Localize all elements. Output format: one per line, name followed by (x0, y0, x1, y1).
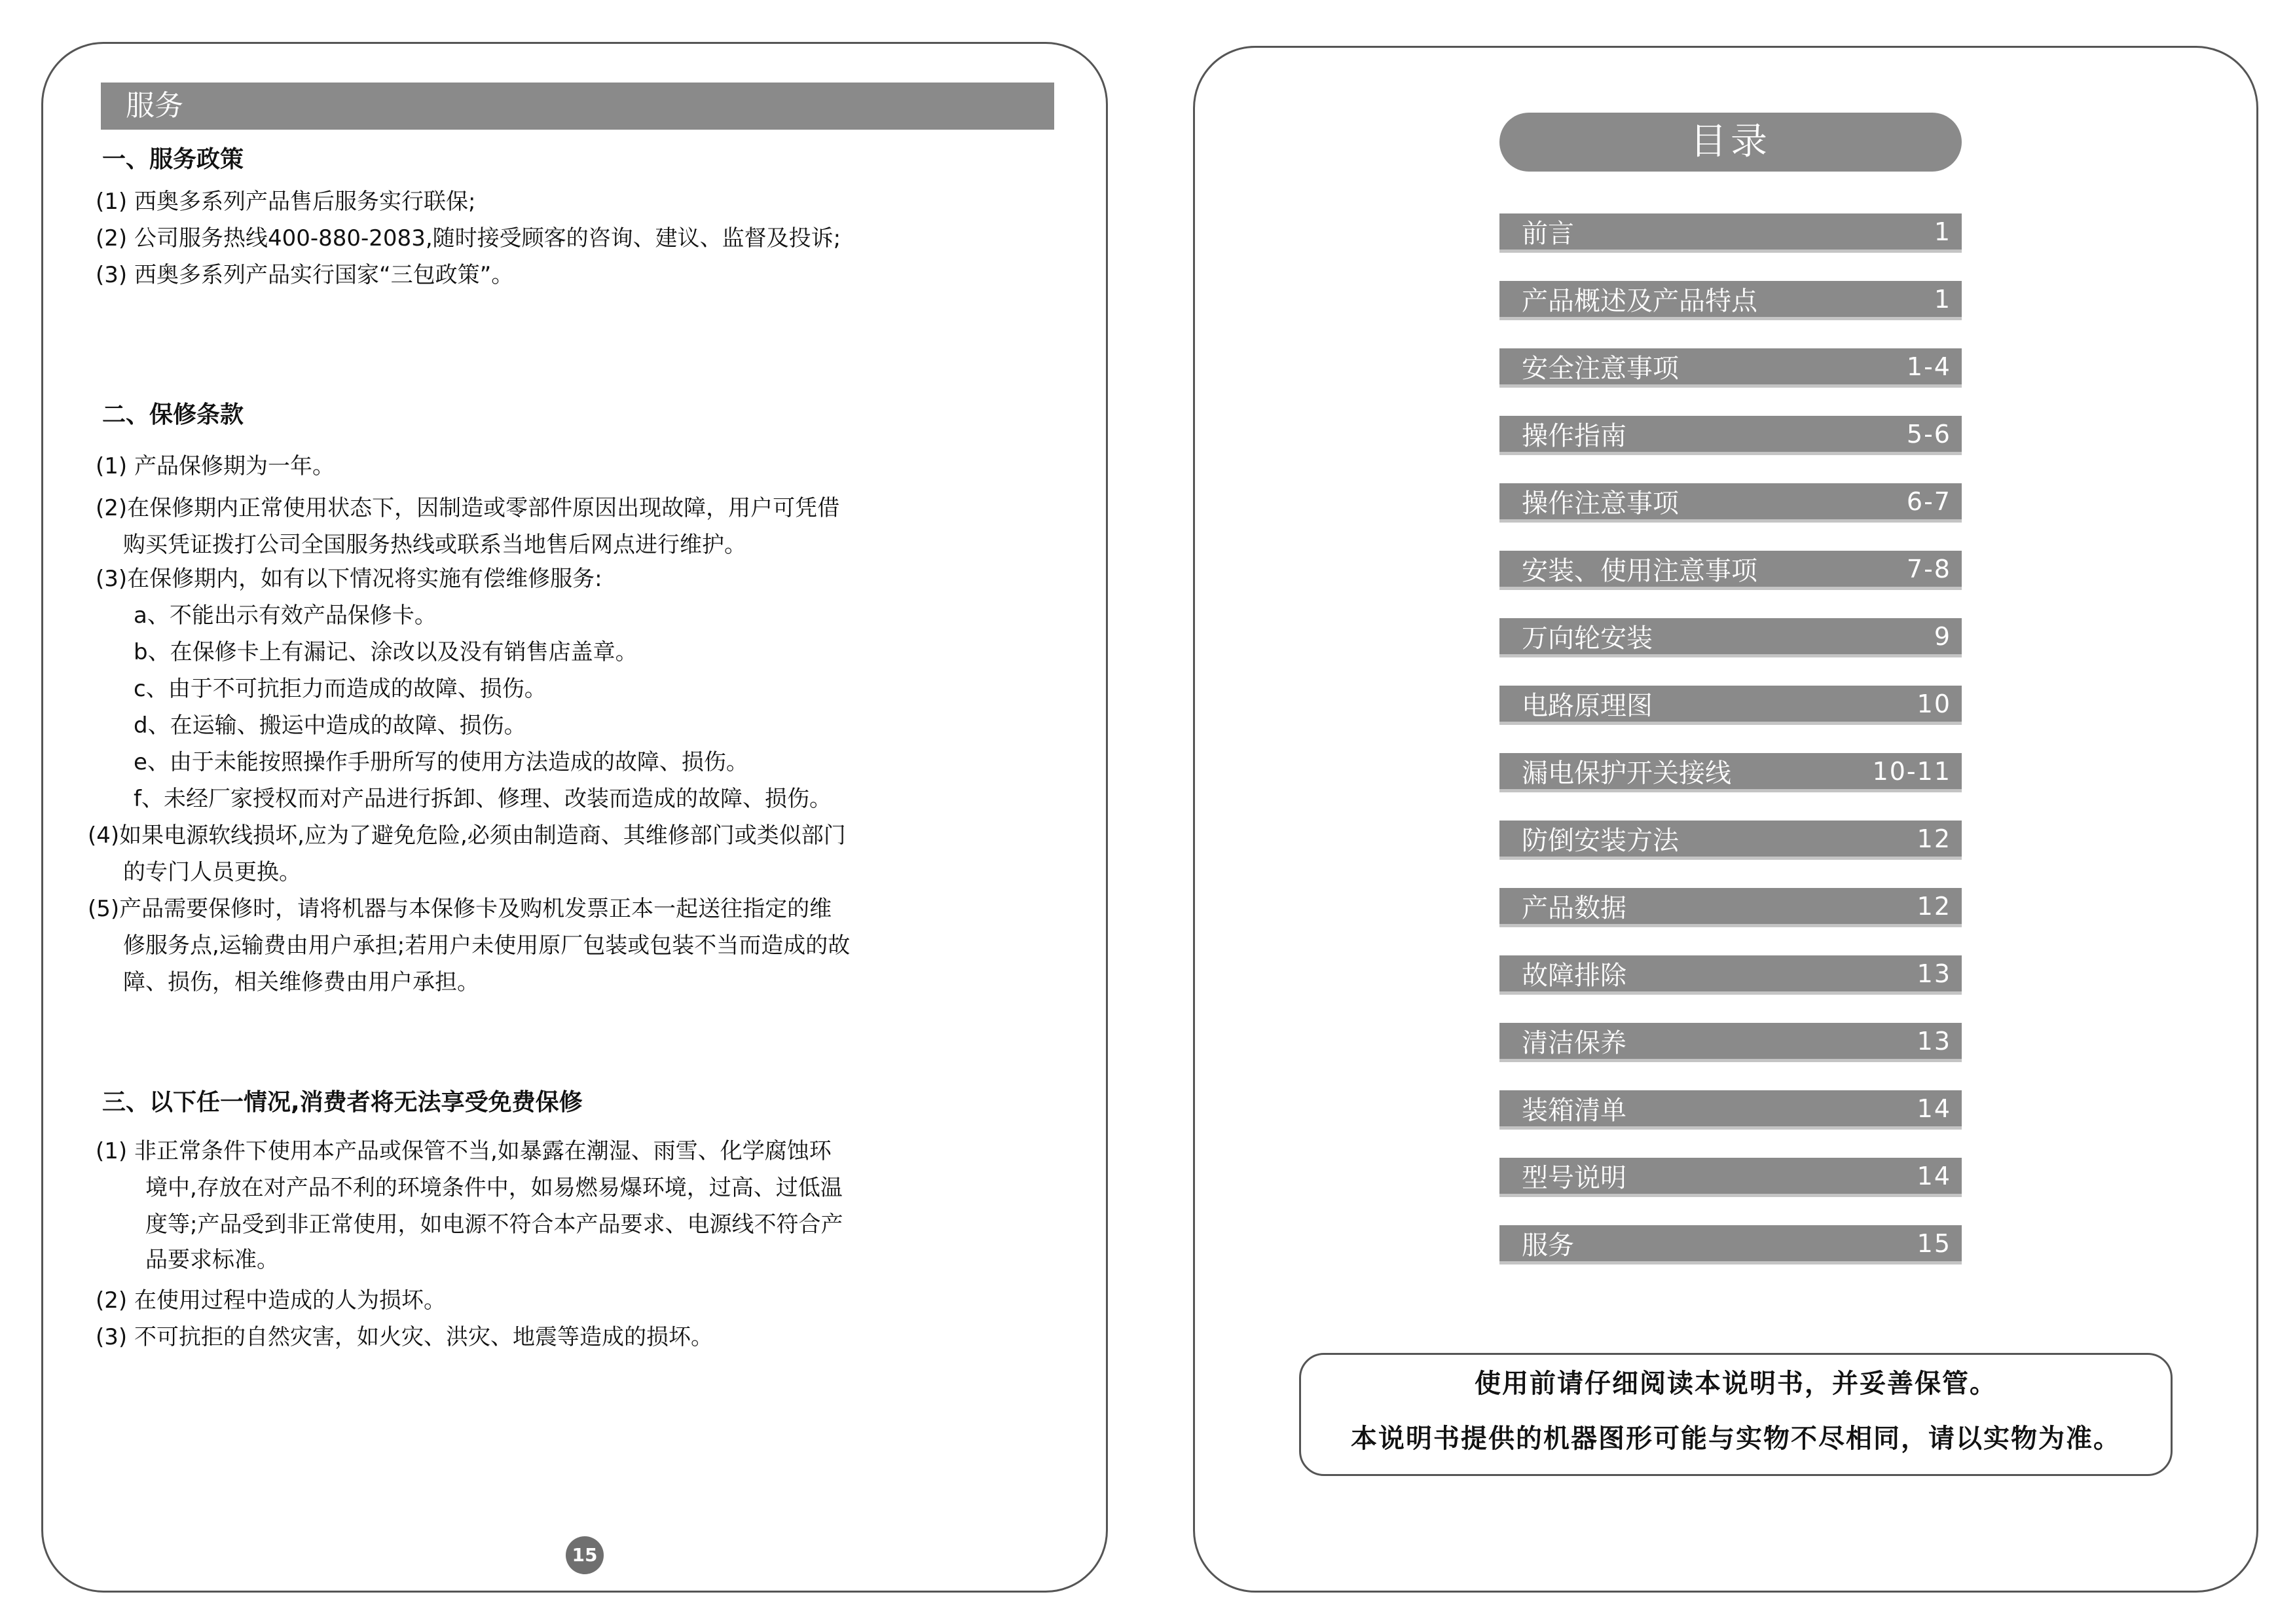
toc-item-label: 装箱清单 (1522, 1096, 1626, 1126)
exclusion-line: 度等;产品受到非正常使用，如电源不符合本产品要求、电源线不符合产 (145, 1211, 843, 1238)
toc-item[interactable] (1499, 1225, 1962, 1264)
exclusion-line: 境中,存放在对产品不利的环境条件中，如易燃易爆环境，过高、过低温 (145, 1175, 843, 1201)
warranty-line: (5)产品需要保修时，请将机器与本保修卡及购机发票正本一起送往指定的维 (88, 896, 832, 922)
toc-item-page: 5-6 (1906, 419, 1951, 449)
toc-item[interactable] (1499, 753, 1962, 792)
toc-item-page: 9 (1934, 621, 1951, 651)
toc-item[interactable] (1499, 618, 1962, 657)
warranty-line: e、由于未能按照操作手册所写的使用方法造成的故障、损伤。 (134, 749, 748, 775)
toc-item-label: 万向轮安装 (1522, 623, 1653, 654)
toc-item-page: 10 (1917, 689, 1951, 718)
toc-item[interactable] (1499, 955, 1962, 995)
warranty-line: d、在运输、搬运中造成的故障、损伤。 (134, 712, 526, 739)
section-heading-warranty-terms: 二、保修条款 (102, 401, 244, 428)
warranty-line: c、由于不可抗拒力而造成的故障、损伤。 (134, 676, 547, 702)
toc-item-label: 安装、使用注意事项 (1522, 556, 1757, 586)
toc-item-label: 前言 (1522, 219, 1574, 249)
toc-item-label: 故障排除 (1522, 961, 1626, 991)
toc-item-page: 1 (1934, 284, 1951, 314)
toc-item-label: 电路原理图 (1522, 691, 1653, 721)
toc-item-label: 漏电保护开关接线 (1522, 758, 1731, 788)
exclusion-line: (1) 非正常条件下使用本产品或保管不当,如暴露在潮湿、雨雪、化学腐蚀环 (96, 1138, 832, 1164)
toc-item-label: 操作注意事项 (1522, 489, 1679, 519)
toc-item-page: 13 (1917, 1026, 1951, 1056)
service-banner: 服务 (101, 83, 1054, 130)
toc-item-label: 产品数据 (1522, 893, 1626, 923)
toc-item[interactable] (1499, 551, 1962, 590)
toc-item-page: 6-7 (1906, 487, 1951, 516)
toc-item[interactable] (1499, 686, 1962, 725)
warranty-line: 购买凭证拨打公司全国服务热线或联系当地售后网点进行维护。 (123, 532, 746, 558)
toc-item-label: 操作指南 (1522, 421, 1626, 451)
toc-item-label: 清洁保养 (1522, 1028, 1626, 1058)
toc-title: 目录 (1499, 113, 1962, 172)
warranty-line: 障、损伤，相关维修费由用户承担。 (123, 969, 479, 995)
toc-item[interactable] (1499, 888, 1962, 927)
warranty-line: (1) 产品保修期为一年。 (96, 453, 335, 479)
toc-item-page: 7-8 (1906, 554, 1951, 583)
warranty-line: 修服务点,运输费由用户承担;若用户未使用原厂包装或包装不当而造成的故 (123, 932, 851, 959)
toc-item-label: 产品概述及产品特点 (1522, 286, 1757, 316)
toc-item-label: 安全注意事项 (1522, 354, 1679, 384)
toc-item[interactable] (1499, 348, 1962, 388)
service-policy-line: (1) 西奥多系列产品售后服务实行联保; (96, 189, 476, 215)
service-policy-line: (3) 西奥多系列产品实行国家“三包政策”。 (96, 262, 514, 288)
toc-item-page: 14 (1917, 1161, 1951, 1190)
warranty-line: 的专门人员更换。 (123, 859, 301, 885)
toc-item-page: 10-11 (1872, 756, 1951, 786)
toc-item[interactable] (1499, 1158, 1962, 1197)
warranty-line: f、未经厂家授权而对产品进行拆卸、修理、改装而造成的故障、损伤。 (134, 786, 832, 812)
exclusion-line: 品要求标准。 (145, 1247, 279, 1273)
toc-item[interactable] (1499, 1023, 1962, 1062)
warranty-line: (4)如果电源软线损坏,应为了避免危险,必须由制造商、其维修部门或类似部门 (88, 822, 846, 849)
notice-line: 使用前请仔细阅读本说明书，并妥善保管。 (1475, 1369, 1997, 1399)
toc-item[interactable] (1499, 281, 1962, 320)
toc-item[interactable] (1499, 416, 1962, 455)
toc-item-page: 13 (1917, 959, 1951, 988)
warranty-line: b、在保修卡上有漏记、涂改以及没有销售店盖章。 (134, 639, 638, 665)
toc-item-page: 12 (1917, 824, 1951, 853)
toc-item[interactable] (1499, 213, 1962, 253)
toc-item-label: 型号说明 (1522, 1163, 1626, 1193)
exclusion-line: (2) 在使用过程中造成的人为损坏。 (96, 1287, 446, 1314)
service-policy-line: (2) 公司服务热线400-880-2083,随时接受顾客的咨询、建议、监督及投诉; (96, 225, 841, 251)
toc-item-label: 防倒安装方法 (1522, 826, 1679, 856)
notice-box (1299, 1353, 2173, 1476)
toc-item-page: 1-4 (1906, 352, 1951, 381)
exclusion-line: (3) 不可抗拒的自然灾害，如火灾、洪灾、地震等造成的损坏。 (96, 1324, 713, 1350)
section-heading-no-free-warranty: 三、以下任一情况,消费者将无法享受免费保修 (102, 1089, 583, 1116)
section-heading-service-policy: 一、服务政策 (102, 146, 244, 173)
warranty-line: a、不能出示有效产品保修卡。 (134, 602, 437, 629)
toc-item-page: 14 (1917, 1094, 1951, 1123)
toc-item-page: 15 (1917, 1228, 1951, 1258)
toc-item[interactable] (1499, 1090, 1962, 1130)
toc-item-page: 1 (1934, 217, 1951, 246)
notice-line: 本说明书提供的机器图形可能与实物不尽相同，请以实物为准。 (1351, 1424, 2121, 1454)
page-number-badge: 15 (566, 1536, 604, 1574)
toc-item[interactable] (1499, 483, 1962, 523)
toc-item-label: 服务 (1522, 1230, 1574, 1261)
warranty-line: (3)在保修期内，如有以下情况将实施有偿维修服务: (96, 566, 602, 592)
toc-item[interactable] (1499, 821, 1962, 860)
toc-item-page: 12 (1917, 891, 1951, 921)
warranty-line: (2)在保修期内正常使用状态下，因制造或零部件原因出现故障，用户可凭借 (96, 495, 840, 521)
